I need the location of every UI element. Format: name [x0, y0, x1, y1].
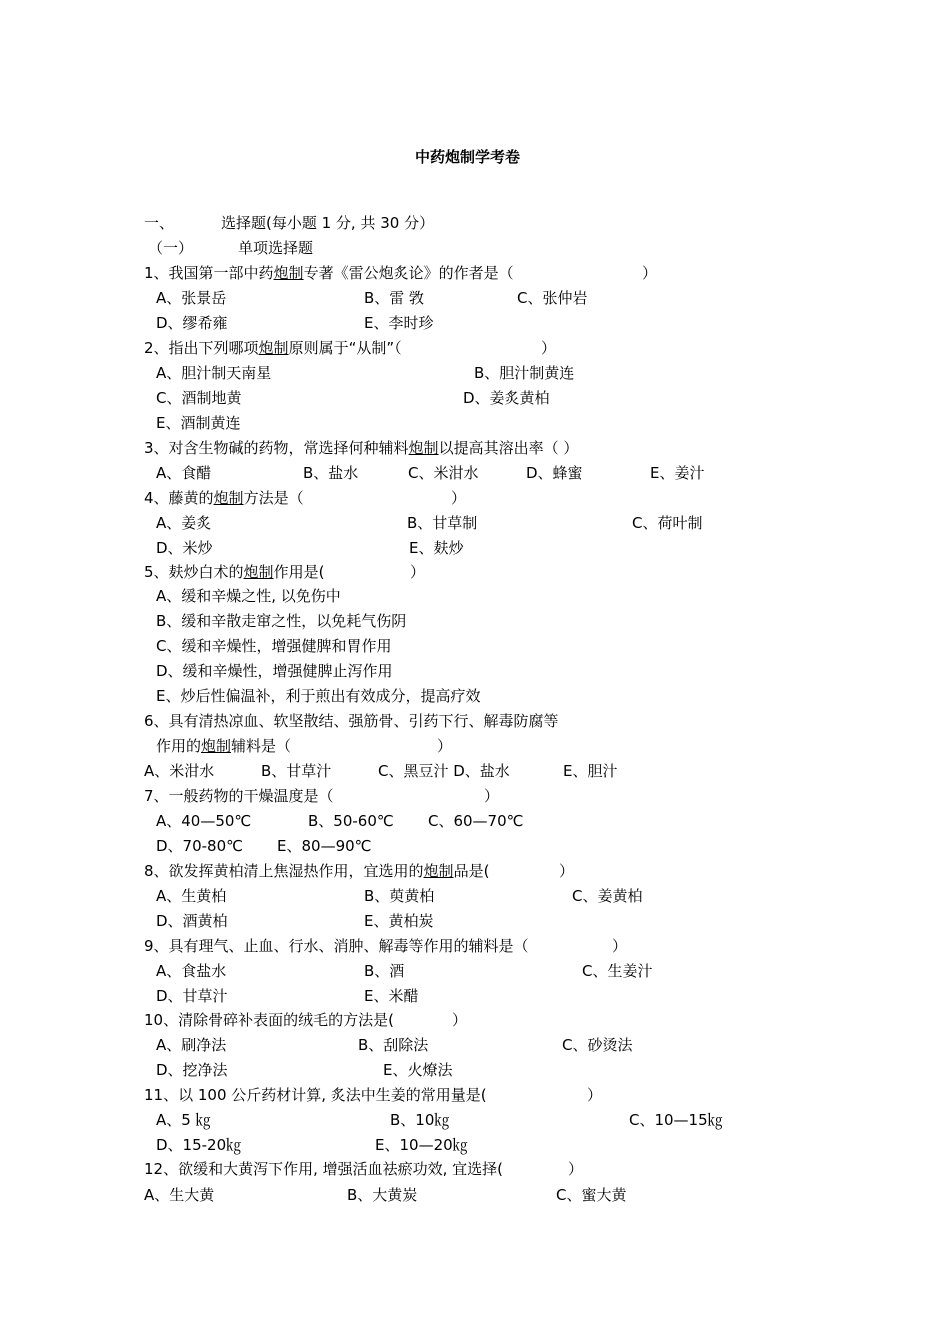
option: C、生姜汁: [582, 962, 653, 980]
option: A、5 ㎏: [156, 1111, 211, 1129]
option: E、炒后性偏温补，利于煎出有效成分，提高疗效: [156, 687, 481, 705]
option: B、盐水: [303, 464, 359, 482]
option: B、缓和辛散走窜之性，以免耗气伤阴: [156, 612, 407, 630]
option: B、胆汁制黄连: [474, 364, 575, 382]
option: B、甘草制: [407, 514, 478, 532]
question-4-close: ）: [451, 489, 467, 507]
option: A、生大黄: [144, 1186, 215, 1204]
option: D、米炒: [156, 539, 213, 557]
option: A、米泔水: [144, 762, 215, 780]
option: A、40—50℃: [156, 812, 252, 830]
option: B、50-60℃: [308, 812, 394, 830]
option: C、砂烫法: [562, 1036, 633, 1054]
option: A、食盐水: [156, 962, 227, 980]
question-8-close: ）: [559, 862, 575, 880]
question-2: 2、指出下列哪项炮制原则属于“从制”（: [144, 339, 402, 357]
option: E、80—90℃: [277, 837, 372, 855]
option: B、甘草汁: [261, 762, 332, 780]
subsection-number: （一）: [148, 239, 194, 257]
option: D、酒黄柏: [156, 912, 228, 930]
option: B、刮除法: [358, 1036, 429, 1054]
option: E、姜汁: [650, 464, 705, 482]
question-7: 7、一般药物的干燥温度是（: [144, 787, 334, 805]
question-12: 12、欲缓和大黄泻下作用, 增强活血祛瘀功效, 宜选择(: [144, 1160, 504, 1178]
option: B、10㎏: [390, 1111, 450, 1129]
question-3: 3、对含生物碱的药物，常选择何种辅料炮制以提高其溶出率（ ）: [144, 439, 579, 457]
question-12-close: ）: [568, 1160, 584, 1178]
section-heading: 选择题(每小题 1 分, 共 30 分）: [221, 214, 435, 232]
question-6-continued: 作用的炮制辅料是（: [156, 737, 292, 755]
option: A、姜炙: [156, 514, 212, 532]
question-10-close: ）: [452, 1011, 468, 1029]
question-8: 8、欲发挥黄柏清上焦湿热作用，宜选用的炮制品是(: [144, 862, 490, 880]
question-4: 4、藤黄的炮制方法是（: [144, 489, 304, 507]
question-1: 1、我国第一部中药炮制专著《雷公炮炙论》的作者是（: [144, 264, 514, 282]
option: A、张景岳: [156, 289, 227, 307]
option: E、胆汁: [563, 762, 618, 780]
option: C、张仲岩: [517, 289, 588, 307]
question-1-close: ）: [642, 264, 658, 282]
option: B、酒: [364, 962, 405, 980]
option: E、10—20㎏: [375, 1136, 468, 1154]
option: C、黑豆汁 D、盐水: [378, 762, 510, 780]
option: A、胆汁制天南星: [156, 364, 272, 382]
section-number: 一、: [144, 214, 175, 232]
option: B、大黄炭: [347, 1186, 418, 1204]
option: E、麸炒: [409, 539, 464, 557]
question-11: 11、以 100 公斤药材计算, 炙法中生姜的常用量是(: [144, 1086, 487, 1104]
subsection-heading: 单项选择题: [238, 239, 314, 257]
option: B、萸黄柏: [364, 887, 435, 905]
option: D、挖净法: [156, 1061, 228, 1079]
question-6: 6、具有清热凉血、软坚散结、强筋骨、引药下行、解毒防腐等: [144, 712, 559, 730]
option: E、黄柏炭: [364, 912, 434, 930]
option: B、雷 敩: [364, 289, 425, 307]
question-5-close: ）: [410, 563, 426, 581]
option: C、10—15㎏: [629, 1111, 723, 1129]
question-7-close: ）: [484, 787, 500, 805]
option: D、姜炙黄柏: [463, 389, 550, 407]
option: D、缪希雍: [156, 314, 228, 332]
option: A、生黄柏: [156, 887, 227, 905]
option: D、蜂蜜: [526, 464, 583, 482]
option: C、蜜大黄: [556, 1186, 627, 1204]
question-11-close: ）: [587, 1086, 603, 1104]
exam-title: 中药炮制学考卷: [414, 148, 520, 166]
option: C、60—70℃: [428, 812, 524, 830]
option: D、甘草汁: [156, 987, 228, 1005]
option: D、15-20㎏: [156, 1136, 242, 1154]
option: C、姜黄柏: [572, 887, 643, 905]
option: C、缓和辛燥性，增强健脾和胃作用: [156, 637, 392, 655]
question-9-close: ）: [612, 937, 628, 955]
option: A、缓和辛燥之性, 以免伤中: [156, 587, 341, 605]
question-6-close: ）: [437, 737, 453, 755]
option: D、70-80℃: [156, 837, 243, 855]
option: C、米泔水: [408, 464, 479, 482]
option: C、荷叶制: [632, 514, 703, 532]
option: A、食醋: [156, 464, 212, 482]
option: E、米醋: [364, 987, 419, 1005]
option: E、酒制黄连: [156, 414, 241, 432]
option: E、火燎法: [383, 1061, 453, 1079]
question-9: 9、具有理气、止血、行水、消肿、解毒等作用的辅料是（: [144, 937, 529, 955]
question-10: 10、清除骨碎补表面的绒毛的方法是(: [144, 1011, 394, 1029]
option: D、缓和辛燥性，增强健脾止泻作用: [156, 662, 393, 680]
question-2-close: ）: [541, 339, 557, 357]
option: E、李时珍: [364, 314, 434, 332]
question-5: 5、麸炒白术的炮制作用是(: [144, 563, 325, 581]
option: C、酒制地黄: [156, 389, 242, 407]
option: A、刷净法: [156, 1036, 227, 1054]
